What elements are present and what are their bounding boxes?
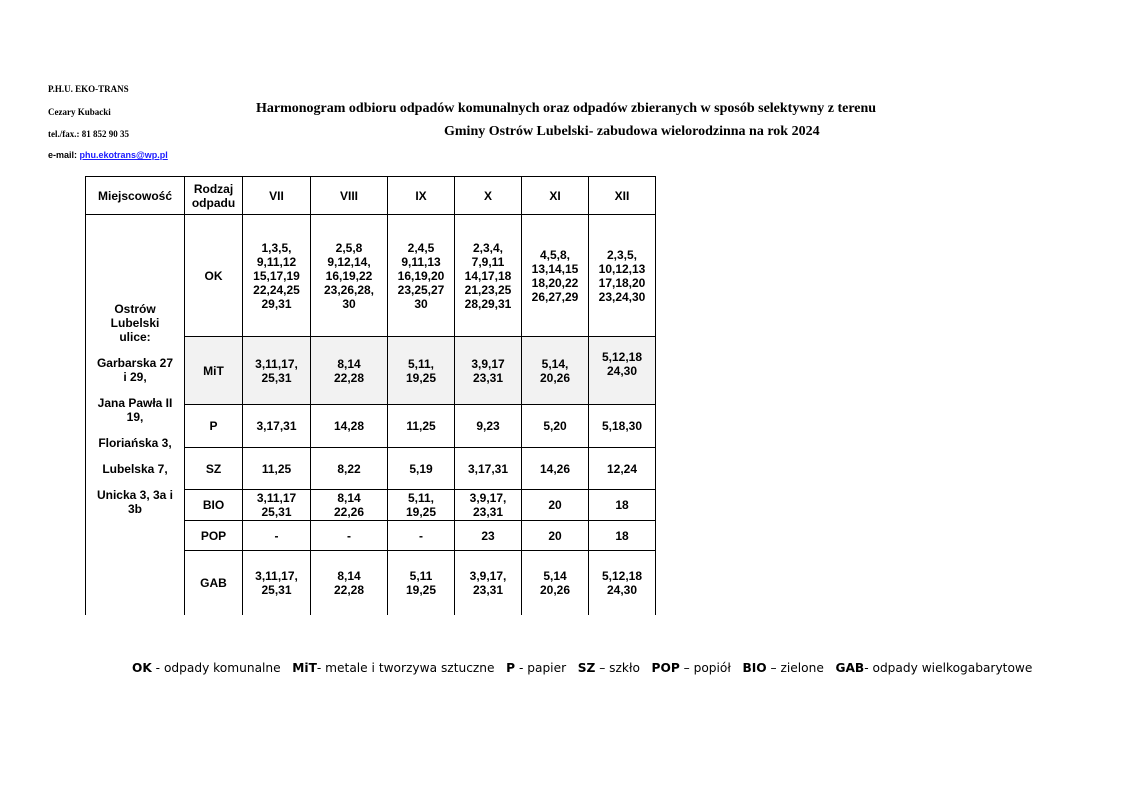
date-line: 7,9,11	[471, 254, 505, 269]
header-month-xii: XII	[589, 177, 656, 215]
date-line: -	[419, 528, 423, 543]
date-line: 3,11,17,	[255, 356, 298, 371]
waste-type-cell: GAB	[185, 551, 243, 615]
schedule-row-ok	[86, 215, 656, 337]
date-line: 19,25	[405, 505, 437, 519]
date-line: 23,25,27	[397, 282, 445, 297]
date-line: 22,26	[333, 505, 365, 519]
date-cell	[455, 448, 522, 490]
date-cell	[455, 405, 522, 448]
company-name: P.H.U. EKO-TRANS	[48, 84, 129, 94]
date-line: 1,3,5,	[261, 240, 292, 255]
header-month-xi: XI	[522, 177, 589, 215]
legend-description: - odpady komunalne	[151, 661, 281, 675]
waste-type-cell: MiT	[185, 337, 243, 405]
waste-type-cell: BIO	[185, 490, 243, 521]
location-line: 19,	[126, 409, 144, 424]
location-paragraph	[88, 396, 182, 424]
date-cell	[522, 521, 589, 551]
date-line: -	[274, 528, 279, 543]
date-line: 20	[548, 498, 562, 512]
legend-description: - odpady wielkogabarytowe	[864, 661, 1033, 675]
location-line: Lubelski	[110, 315, 160, 330]
legend-description: – popiół	[679, 661, 731, 675]
date-cell	[589, 405, 656, 448]
date-line: 2,3,4,	[472, 240, 504, 255]
legend-code: POP	[651, 661, 680, 675]
date-line: 5,19	[409, 461, 433, 476]
header-month-ix: IX	[388, 177, 455, 215]
location-line: i 29,	[123, 369, 147, 384]
date-line: 28,29,31	[464, 296, 512, 311]
legend-code: BIO	[742, 661, 767, 675]
date-line: 23,26,28,	[323, 282, 375, 297]
header-month-x: X	[455, 177, 522, 215]
date-line: 22,28	[333, 582, 365, 597]
date-line: 3,11,17	[256, 491, 297, 505]
waste-type-cell: P	[185, 405, 243, 448]
date-cell	[243, 337, 311, 405]
date-cell	[243, 551, 311, 615]
date-line: 10,12,13	[598, 261, 646, 276]
date-line: 5,12,18	[601, 568, 643, 583]
legend-description: – szkło	[595, 661, 640, 675]
date-cell	[243, 405, 311, 448]
legend-code: GAB	[835, 661, 865, 675]
header-location: Miejscowość	[86, 177, 185, 215]
date-line: 24,30	[606, 582, 638, 597]
date-cell	[243, 215, 311, 337]
date-cell	[455, 337, 522, 405]
date-line: 20,26	[539, 582, 571, 597]
date-line: 2,4,5	[407, 240, 435, 255]
date-cell	[589, 337, 656, 405]
location-paragraph	[88, 436, 182, 450]
date-cell	[589, 521, 656, 551]
date-cell	[589, 551, 656, 615]
date-line: 26,27,29	[531, 289, 579, 304]
date-line: 30	[414, 296, 428, 311]
date-line: 5,11,	[407, 491, 435, 505]
date-cell	[388, 215, 455, 337]
company-email-line	[48, 150, 168, 160]
date-cell	[589, 215, 656, 337]
email-label: e-mail:	[48, 150, 80, 160]
date-line: 5,18,30	[601, 419, 643, 433]
date-line: 3,9,17	[471, 356, 505, 371]
header-month-vii: VII	[243, 177, 311, 215]
document-title-line-1: Harmonogram odbioru odpadów komunalnych oraz odpadów zbieranych w sposób selektywny z terenu	[256, 101, 877, 116]
header-waste-type	[185, 177, 243, 215]
date-cell	[388, 521, 455, 551]
date-line: 29,31	[261, 296, 292, 311]
waste-type-cell: SZ	[185, 448, 243, 490]
date-line: 2,5,8	[335, 240, 363, 255]
date-line: 8,14	[337, 491, 361, 505]
date-line: 23,24,30	[598, 289, 646, 304]
date-line: 9,11,12	[256, 254, 297, 269]
date-line: 24,30	[606, 363, 638, 378]
date-line: 23	[481, 528, 495, 543]
date-cell	[311, 337, 388, 405]
date-cell	[311, 448, 388, 490]
date-cell	[455, 521, 522, 551]
date-line: 11,25	[406, 419, 436, 433]
date-line: 9,23	[476, 419, 500, 433]
date-line: 30	[342, 296, 356, 311]
legend-description: - papier	[515, 661, 567, 675]
location-line: Unicka 3, 3a i	[96, 487, 174, 502]
legend-code: SZ	[577, 661, 596, 675]
date-line: 18	[615, 528, 629, 543]
schedule-body	[86, 215, 656, 615]
header-type-line: Rodzaj	[193, 181, 234, 196]
date-line: 2,3,5,	[606, 247, 638, 262]
location-paragraph	[88, 462, 182, 476]
legend-code: P	[506, 661, 516, 675]
header-month-viii: VIII	[311, 177, 388, 215]
date-cell	[455, 490, 522, 521]
date-line	[591, 378, 653, 392]
date-line: 3,17,31	[256, 419, 297, 433]
date-line: 22,28	[333, 370, 365, 385]
date-line: -	[347, 528, 351, 543]
waste-type-cell: POP	[185, 521, 243, 551]
date-cell	[522, 551, 589, 615]
date-line: 16,19,22	[325, 268, 373, 283]
email-link[interactable]: phu.ekotrans@wp.pl	[79, 150, 168, 160]
date-line: 22,24,25	[253, 282, 300, 297]
date-line: 17,18,20	[598, 275, 646, 290]
date-line: 18	[615, 498, 629, 512]
schedule-table	[85, 176, 656, 615]
date-cell	[243, 521, 311, 551]
date-cell	[522, 337, 589, 405]
date-cell	[522, 215, 589, 337]
date-line: 9,11,13	[401, 254, 441, 269]
date-cell	[522, 490, 589, 521]
legend-code: OK	[132, 661, 152, 675]
date-line: 14,28	[333, 419, 365, 433]
location-line: Jana Pawła II	[97, 395, 173, 410]
date-line: 23,31	[472, 370, 504, 385]
location-line: Garbarska 27	[96, 355, 174, 370]
date-cell	[589, 490, 656, 521]
date-cell	[388, 448, 455, 490]
date-line: 25,31	[261, 505, 292, 519]
date-line: 21,23,25	[464, 282, 512, 297]
company-owner: Cezary Kubacki	[48, 107, 111, 117]
location-line: Lubelska 7,	[102, 461, 168, 476]
date-line: 19,25	[405, 582, 437, 597]
legend-code: MiT	[292, 661, 317, 675]
date-cell	[311, 551, 388, 615]
date-line: 8,14	[337, 356, 361, 371]
legend-description: – zielone	[766, 661, 824, 675]
date-cell	[388, 490, 455, 521]
waste-type-cell: OK	[185, 215, 243, 337]
date-line: 12,24	[606, 461, 638, 476]
location-line: Floriańska 3,	[98, 435, 172, 450]
date-line: 13,14,15	[531, 261, 579, 276]
date-line: 14,17,18	[464, 268, 512, 283]
date-line: 3,17,31	[467, 461, 509, 476]
date-line: 3,9,17,	[469, 491, 507, 505]
date-cell	[311, 215, 388, 337]
legend	[132, 661, 1032, 675]
date-line: 16,19,20	[397, 268, 445, 283]
date-line: 25,31	[261, 370, 292, 385]
company-phone: tel./fax.: 81 852 90 35	[48, 129, 129, 139]
location-line: Ostrów	[114, 301, 156, 316]
location-cell	[86, 215, 185, 615]
date-cell	[243, 490, 311, 521]
date-line: 5,11,	[407, 356, 435, 371]
date-line: 19,25	[405, 370, 437, 385]
date-line: 3,9,17,	[469, 568, 507, 583]
date-line: 5,14	[543, 568, 567, 583]
date-cell	[311, 490, 388, 521]
document-title-line-2: Gminy Ostrów Lubelski- zabudowa wielorodzinna na rok 2024	[444, 124, 820, 139]
location-paragraph	[88, 488, 182, 516]
date-line: 20	[548, 528, 562, 543]
date-cell	[388, 405, 455, 448]
date-line: 11,25	[261, 461, 292, 476]
legend-description: - metale i tworzywa sztuczne	[316, 661, 495, 675]
date-line: 20,26	[539, 370, 571, 385]
location-line: 3b	[127, 501, 142, 516]
date-cell	[311, 405, 388, 448]
date-line: 4,5,8,	[539, 247, 571, 262]
date-line: 15,17,19	[253, 268, 300, 283]
date-line: 14,26	[539, 461, 571, 476]
date-line: 5,20	[543, 419, 567, 433]
date-cell	[243, 448, 311, 490]
date-line: 5,14,	[541, 356, 569, 371]
date-cell	[522, 448, 589, 490]
date-line: 3,11,17,	[255, 568, 298, 583]
date-line: 23,31	[472, 505, 504, 519]
date-line: 25,31	[261, 582, 292, 597]
date-cell	[522, 405, 589, 448]
date-cell	[589, 448, 656, 490]
date-cell	[311, 521, 388, 551]
date-cell	[388, 551, 455, 615]
date-cell	[455, 551, 522, 615]
date-cell	[388, 337, 455, 405]
location-paragraph	[88, 302, 182, 344]
date-line: 5,11	[409, 568, 433, 583]
date-cell	[455, 215, 522, 337]
date-line: 18,20,22	[531, 275, 579, 290]
header-type-line: odpadu	[191, 195, 236, 210]
date-line: 9,12,14,	[327, 254, 371, 269]
location-line: ulice:	[119, 329, 151, 344]
date-line: 8,22	[337, 461, 361, 476]
date-line: 23,31	[472, 582, 504, 597]
date-line: 8,14	[337, 568, 361, 583]
date-line: 5,12,18	[601, 349, 643, 364]
location-paragraph	[88, 356, 182, 384]
